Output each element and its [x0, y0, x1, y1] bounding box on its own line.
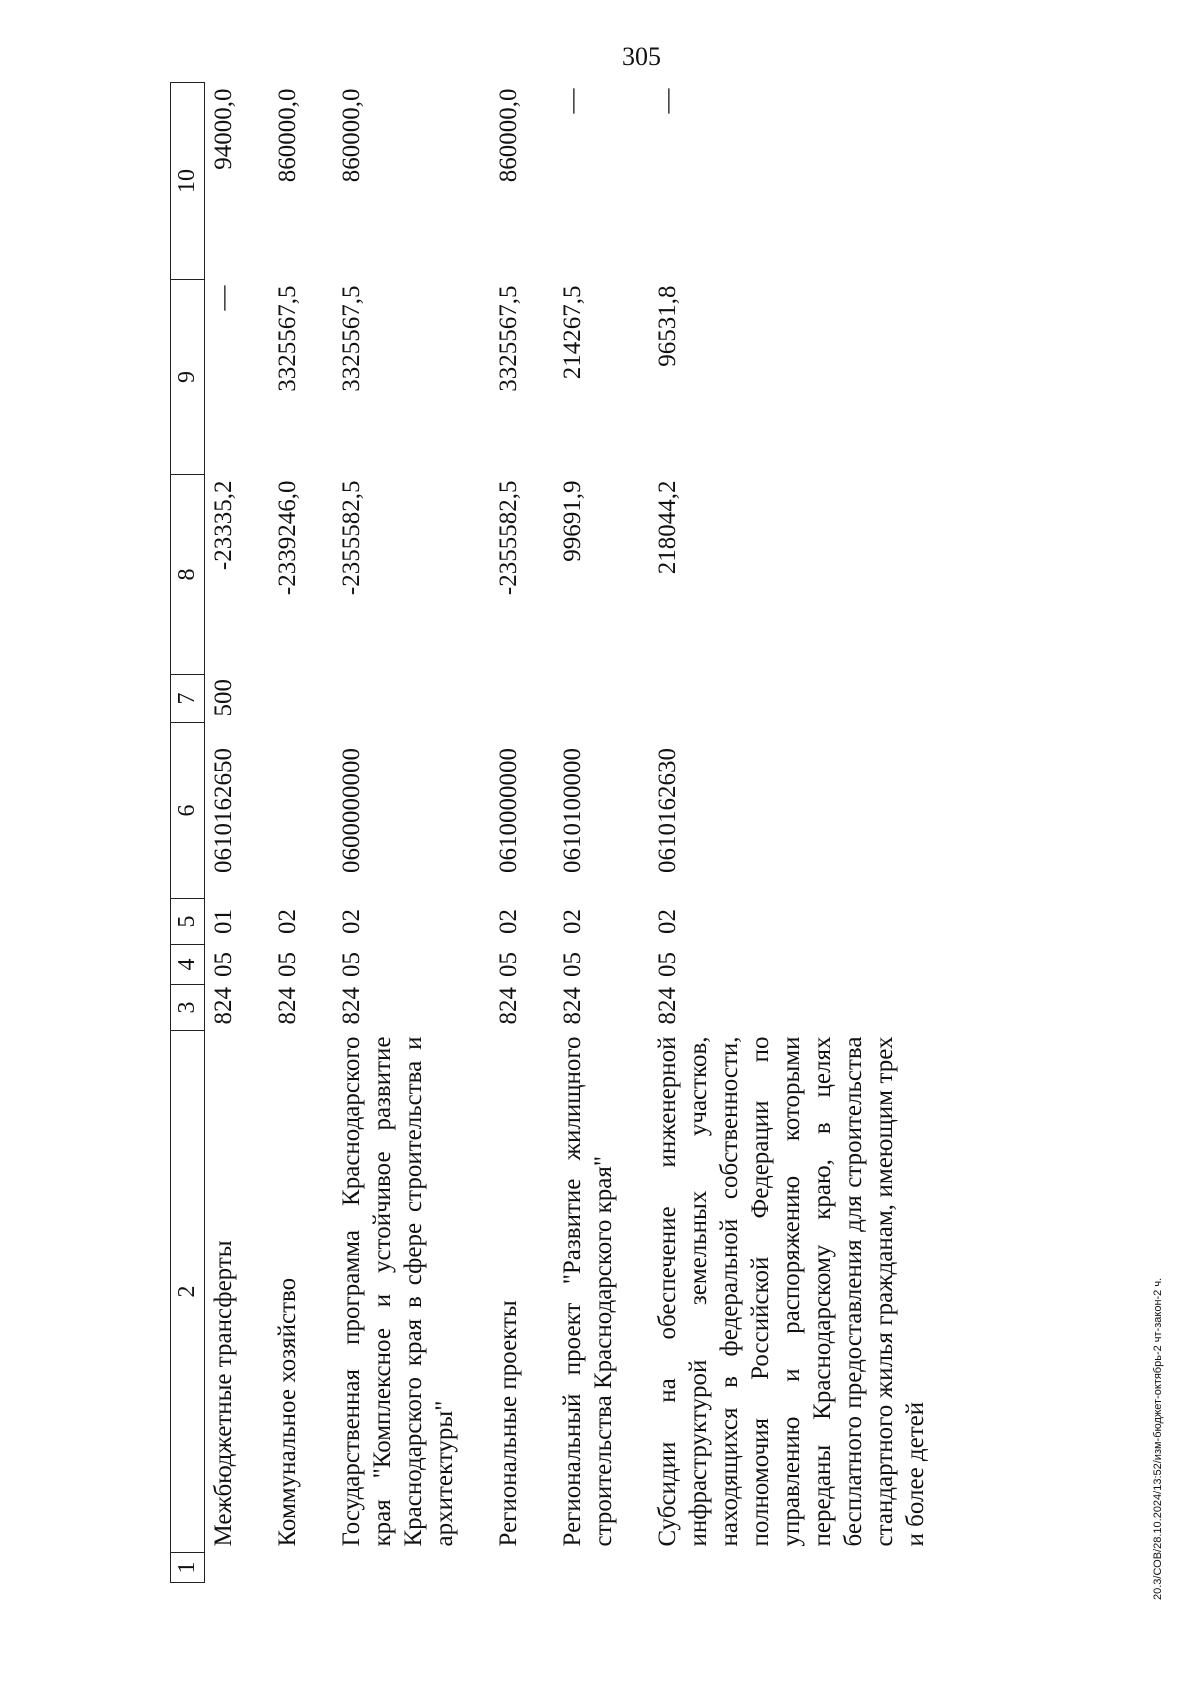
budget-table [170, 82, 931, 1583]
row-cell-7 [333, 675, 460, 723]
row-cell-4: 05 [210, 952, 237, 977]
row-spacer [460, 83, 490, 1583]
row-cell-9: 3325567,5 [274, 285, 301, 392]
row-name: Субсидии на обеспечение инженерной инфраструктурой земельных участков, находящихся в федеральной собственности, полномочия Российской Федерации по управлению и распоряжению которыми переданы Краснодарскому краю, в целях бесплатного предоставления для строительства стандартного жилья гражданам, имеющим трех и более детей [654, 1036, 929, 1547]
column-header: 9 [171, 280, 205, 475]
row-cell-3: 824 [654, 987, 681, 1025]
table-row [554, 83, 619, 1583]
row-cell-9: 96531,8 [654, 285, 681, 367]
row-cell-5: 01 [210, 909, 237, 934]
row-cell-7 [649, 675, 931, 723]
row-cell-5: 02 [654, 909, 681, 934]
row-cell-7: 500 [210, 679, 237, 717]
document-footer: 20.3/СОВ/28.10.2024/13:52/изм-бюджет-октябрь-2 чт-закон-2 ч. [1152, 1277, 1164, 1600]
row-cell-10: 860000,0 [338, 88, 365, 183]
row-cell-10: 94000,0 [210, 88, 237, 170]
row-spacer [239, 83, 269, 1583]
row-cell-9: 3325567,5 [495, 285, 522, 392]
column-header: 10 [171, 83, 205, 280]
row-cell-7 [490, 675, 524, 723]
row-cell-8: 99691,9 [559, 480, 586, 562]
row-cell-8: -2355582,5 [338, 480, 365, 596]
row-cell-8: -2355582,5 [495, 480, 522, 596]
row-name: Региональные проекты [495, 1300, 522, 1547]
row-name: Коммунальное хозяйство [274, 1277, 301, 1547]
rotated-table-container [170, 83, 1100, 1583]
row-cell-3: 824 [495, 987, 522, 1025]
row-cell-4: 05 [559, 952, 586, 977]
column-header: 1 [171, 1553, 205, 1583]
column-header: 4 [171, 945, 205, 985]
table-row [205, 83, 240, 1583]
row-spacer [524, 83, 554, 1583]
row-cell-10: — [559, 88, 586, 114]
row-cell-6: 0610100000 [559, 748, 586, 873]
row-cell-1 [269, 1553, 303, 1583]
row-cell-8: -23335,2 [210, 480, 237, 571]
row-cell-5: 02 [274, 909, 301, 934]
row-cell-1 [333, 1553, 460, 1583]
row-name: Государственная программа Краснодарского края "Комплексное и устойчивое развитие Краснодарского края в сфере строительства и архитектуры" [338, 1036, 458, 1547]
row-cell-3: 824 [559, 987, 586, 1025]
row-cell-4: 05 [274, 952, 301, 977]
row-cell-4: 05 [495, 952, 522, 977]
row-cell-7 [269, 675, 303, 723]
column-header: 7 [171, 675, 205, 723]
row-cell-5: 02 [495, 909, 522, 934]
row-cell-6: 0610162650 [210, 748, 237, 873]
row-cell-1 [649, 1553, 931, 1583]
row-cell-5: 02 [338, 909, 365, 934]
row-cell-10: 860000,0 [274, 88, 301, 183]
row-cell-5: 02 [559, 909, 586, 934]
table-header-row [171, 83, 205, 1583]
row-cell-9: 214267,5 [559, 285, 586, 380]
column-header: 3 [171, 985, 205, 1031]
page-number: 305 [622, 42, 661, 71]
table-row [269, 83, 303, 1583]
row-cell-4: 05 [338, 952, 365, 977]
row-cell-6 [269, 723, 303, 899]
table-row [649, 83, 931, 1583]
row-cell-9: — [210, 285, 237, 311]
row-cell-3: 824 [274, 987, 301, 1025]
row-cell-1 [205, 1553, 240, 1583]
row-cell-1 [554, 1553, 619, 1583]
row-spacer [303, 83, 333, 1583]
column-header: 2 [171, 1031, 205, 1553]
row-cell-7 [554, 675, 619, 723]
column-header: 6 [171, 723, 205, 899]
row-cell-8: 218044,2 [654, 480, 681, 575]
row-cell-1 [490, 1553, 524, 1583]
row-cell-6: 0610162630 [654, 748, 681, 873]
row-name: Региональный проект "Развитие жилищного строительства Краснодарского края" [559, 1036, 617, 1547]
row-cell-8: -2339246,0 [274, 480, 301, 596]
row-cell-9: 3325567,5 [338, 285, 365, 392]
column-header: 5 [171, 899, 205, 945]
row-cell-6: 0600000000 [338, 748, 365, 873]
row-cell-10: 860000,0 [495, 88, 522, 183]
row-cell-3: 824 [338, 987, 365, 1025]
column-header: 8 [171, 475, 205, 675]
table-row [490, 83, 524, 1583]
row-cell-6: 0610000000 [495, 748, 522, 873]
row-spacer [619, 83, 649, 1583]
table-row [333, 83, 460, 1583]
row-cell-3: 824 [210, 987, 237, 1025]
row-name: Межбюджетные трансферты [210, 1240, 237, 1547]
row-cell-10: — [654, 88, 681, 114]
row-cell-4: 05 [654, 952, 681, 977]
